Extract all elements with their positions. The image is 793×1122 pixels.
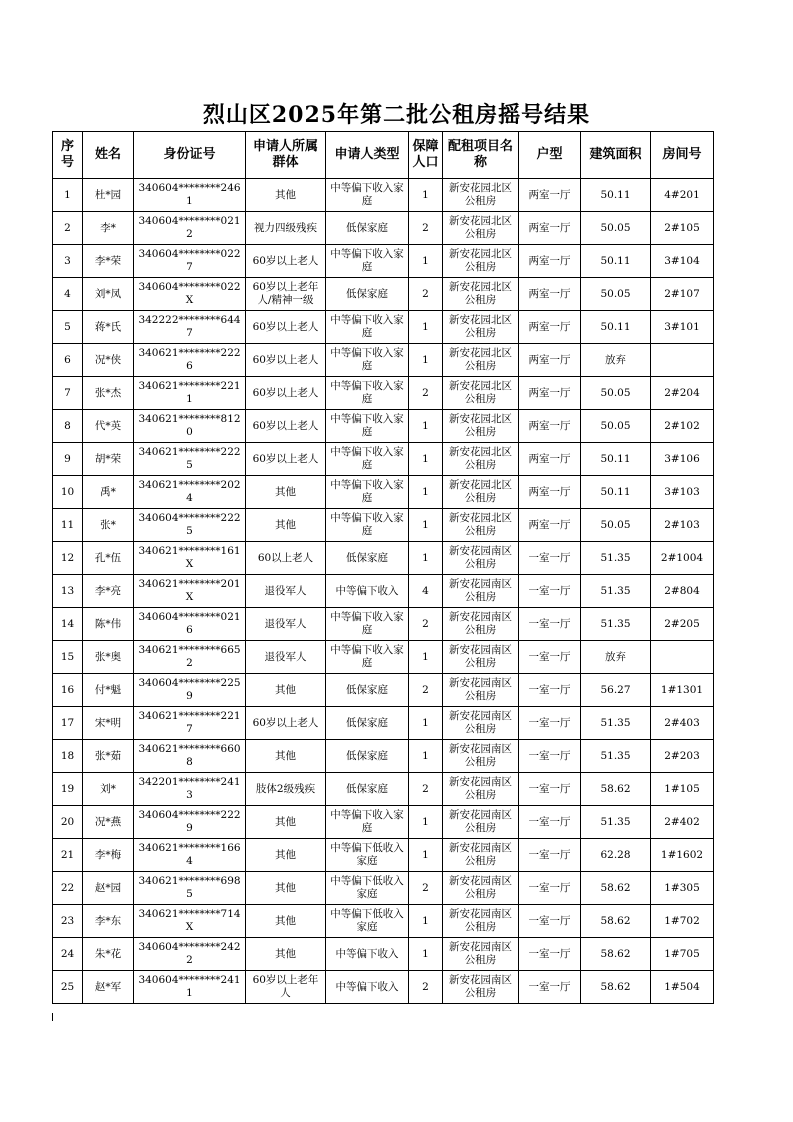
cell-population: 2	[409, 278, 443, 311]
cell-type: 中等偏下收入家庭	[326, 410, 409, 443]
cell-layout: 一室一厅	[519, 707, 581, 740]
cell-area: 51.35	[581, 707, 651, 740]
header-layout: 户型	[519, 132, 581, 179]
cell-name: 代*英	[83, 410, 134, 443]
table-row	[53, 344, 714, 377]
cell-group: 60岁以上老人	[246, 344, 326, 377]
cell-population: 1	[409, 641, 443, 674]
cell-id: 340621********161X	[134, 542, 246, 575]
cell-name: 禹*	[83, 476, 134, 509]
cell-room: 1#504	[651, 971, 714, 1004]
cell-area: 58.62	[581, 938, 651, 971]
cell-type: 低保家庭	[326, 278, 409, 311]
cell-project: 新安花园南区公租房	[443, 971, 519, 1004]
table-row	[53, 707, 714, 740]
cell-area: 62.28	[581, 839, 651, 872]
cell-project: 新安花园南区公租房	[443, 806, 519, 839]
table-edge	[52, 1013, 53, 1021]
cell-id: 340604********0227	[134, 245, 246, 278]
cell-id: 340604********0212	[134, 212, 246, 245]
cell-room: 3#103	[651, 476, 714, 509]
cell-project: 新安花园南区公租房	[443, 872, 519, 905]
cell-name: 宋*明	[83, 707, 134, 740]
cell-group: 其他	[246, 740, 326, 773]
cell-seq: 20	[53, 806, 83, 839]
cell-seq: 2	[53, 212, 83, 245]
cell-seq: 11	[53, 509, 83, 542]
cell-population: 1	[409, 839, 443, 872]
cell-type: 低保家庭	[326, 212, 409, 245]
header-project: 配租项目名称	[443, 132, 519, 179]
cell-type: 中等偏下收入家庭	[326, 377, 409, 410]
cell-project: 新安花园南区公租房	[443, 575, 519, 608]
cell-project: 新安花园南区公租房	[443, 641, 519, 674]
cell-seq: 25	[53, 971, 83, 1004]
cell-area: 50.11	[581, 443, 651, 476]
cell-area: 51.35	[581, 740, 651, 773]
cell-layout: 一室一厅	[519, 608, 581, 641]
cell-population: 2	[409, 377, 443, 410]
table-row	[53, 179, 714, 212]
table-row	[53, 905, 714, 938]
cell-seq: 4	[53, 278, 83, 311]
cell-group: 60岁以上老人	[246, 707, 326, 740]
cell-population: 1	[409, 938, 443, 971]
table-row	[53, 971, 714, 1004]
cell-id: 340621********2225	[134, 443, 246, 476]
cell-project: 新安花园南区公租房	[443, 773, 519, 806]
table-row	[53, 311, 714, 344]
cell-type: 中等偏下收入家庭	[326, 311, 409, 344]
cell-layout: 一室一厅	[519, 575, 581, 608]
table-row	[53, 575, 714, 608]
cell-id: 340604********0216	[134, 608, 246, 641]
cell-layout: 两室一厅	[519, 311, 581, 344]
cell-room: 1#705	[651, 938, 714, 971]
cell-area: 51.35	[581, 542, 651, 575]
cell-seq: 5	[53, 311, 83, 344]
cell-type: 低保家庭	[326, 674, 409, 707]
cell-id: 340621********6985	[134, 872, 246, 905]
cell-id: 340604********2411	[134, 971, 246, 1004]
header-seq: 序号	[53, 132, 83, 179]
cell-area: 50.11	[581, 476, 651, 509]
table-row	[53, 377, 714, 410]
cell-name: 赵*园	[83, 872, 134, 905]
cell-project: 新安花园北区公租房	[443, 212, 519, 245]
cell-project: 新安花园南区公租房	[443, 905, 519, 938]
cell-layout: 两室一厅	[519, 410, 581, 443]
cell-project: 新安花园北区公租房	[443, 344, 519, 377]
cell-seq: 7	[53, 377, 83, 410]
cell-name: 李*亮	[83, 575, 134, 608]
cell-area: 50.05	[581, 509, 651, 542]
cell-layout: 两室一厅	[519, 509, 581, 542]
cell-project: 新安花园南区公租房	[443, 608, 519, 641]
cell-group: 其他	[246, 806, 326, 839]
cell-id: 340621********6652	[134, 641, 246, 674]
cell-population: 1	[409, 179, 443, 212]
cell-room: 2#205	[651, 608, 714, 641]
cell-area: 50.05	[581, 212, 651, 245]
cell-group: 60岁以上老人	[246, 311, 326, 344]
cell-name: 赵*军	[83, 971, 134, 1004]
cell-name: 陈*伟	[83, 608, 134, 641]
cell-area: 50.05	[581, 410, 651, 443]
cell-type: 中等偏下收入	[326, 575, 409, 608]
cell-area: 50.05	[581, 377, 651, 410]
cell-room: 1#105	[651, 773, 714, 806]
cell-id: 340621********2217	[134, 707, 246, 740]
header-area: 建筑面积	[581, 132, 651, 179]
cell-area: 50.11	[581, 179, 651, 212]
cell-population: 1	[409, 509, 443, 542]
cell-name: 况*侠	[83, 344, 134, 377]
cell-group: 其他	[246, 938, 326, 971]
cell-room: 1#1301	[651, 674, 714, 707]
cell-id: 340604********2225	[134, 509, 246, 542]
cell-group: 肢体2级残疾	[246, 773, 326, 806]
cell-id: 340621********2211	[134, 377, 246, 410]
cell-layout: 一室一厅	[519, 674, 581, 707]
table-row	[53, 839, 714, 872]
cell-seq: 22	[53, 872, 83, 905]
cell-population: 1	[409, 542, 443, 575]
cell-id: 342222********6447	[134, 311, 246, 344]
cell-room: 2#107	[651, 278, 714, 311]
cell-population: 1	[409, 344, 443, 377]
cell-room: 1#1602	[651, 839, 714, 872]
cell-type: 中等偏下低收入家庭	[326, 872, 409, 905]
cell-layout: 两室一厅	[519, 476, 581, 509]
cell-name: 李*东	[83, 905, 134, 938]
cell-group: 视力四级残疾	[246, 212, 326, 245]
cell-group: 其他	[246, 674, 326, 707]
cell-layout: 两室一厅	[519, 179, 581, 212]
cell-type: 中等偏下收入家庭	[326, 245, 409, 278]
cell-id: 340621********201X	[134, 575, 246, 608]
cell-area: 58.62	[581, 905, 651, 938]
table-row	[53, 410, 714, 443]
cell-id: 340621********2024	[134, 476, 246, 509]
header-id: 身份证号	[134, 132, 246, 179]
cell-id: 340621********2226	[134, 344, 246, 377]
cell-project: 新安花园北区公租房	[443, 410, 519, 443]
cell-area: 51.35	[581, 608, 651, 641]
cell-room: 4#201	[651, 179, 714, 212]
cell-project: 新安花园南区公租房	[443, 839, 519, 872]
cell-project: 新安花园北区公租房	[443, 278, 519, 311]
cell-room: 1#305	[651, 872, 714, 905]
cell-population: 1	[409, 476, 443, 509]
cell-project: 新安花园北区公租房	[443, 377, 519, 410]
cell-project: 新安花园北区公租房	[443, 179, 519, 212]
cell-population: 2	[409, 971, 443, 1004]
table-header-row	[53, 132, 714, 179]
cell-name: 李*	[83, 212, 134, 245]
header-population: 保障人口	[409, 132, 443, 179]
cell-group: 60岁以上老人	[246, 443, 326, 476]
cell-area: 51.35	[581, 806, 651, 839]
cell-seq: 16	[53, 674, 83, 707]
cell-area: 56.27	[581, 674, 651, 707]
cell-type: 中等偏下收入家庭	[326, 476, 409, 509]
header-type: 申请人类型	[326, 132, 409, 179]
cell-room: 2#102	[651, 410, 714, 443]
cell-group: 60岁以上老年人/精神一级	[246, 278, 326, 311]
table-row	[53, 542, 714, 575]
cell-population: 1	[409, 311, 443, 344]
cell-layout: 两室一厅	[519, 212, 581, 245]
cell-layout: 两室一厅	[519, 344, 581, 377]
table-row	[53, 740, 714, 773]
cell-area: 放弃	[581, 344, 651, 377]
cell-type: 低保家庭	[326, 740, 409, 773]
cell-project: 新安花园北区公租房	[443, 245, 519, 278]
cell-layout: 一室一厅	[519, 641, 581, 674]
cell-name: 刘*凤	[83, 278, 134, 311]
cell-project: 新安花园北区公租房	[443, 476, 519, 509]
cell-seq: 3	[53, 245, 83, 278]
cell-room: 1#702	[651, 905, 714, 938]
cell-population: 1	[409, 905, 443, 938]
cell-layout: 一室一厅	[519, 806, 581, 839]
cell-room: 2#403	[651, 707, 714, 740]
cell-room: 2#105	[651, 212, 714, 245]
page-title: 烈山区2025年第二批公租房摇号结果	[202, 102, 591, 128]
cell-room: 2#204	[651, 377, 714, 410]
cell-name: 张*杰	[83, 377, 134, 410]
cell-seq: 9	[53, 443, 83, 476]
cell-project: 新安花园北区公租房	[443, 311, 519, 344]
cell-name: 朱*花	[83, 938, 134, 971]
cell-room: 2#804	[651, 575, 714, 608]
cell-id: 340604********2259	[134, 674, 246, 707]
cell-area: 放弃	[581, 641, 651, 674]
table-row	[53, 443, 714, 476]
cell-room: 3#106	[651, 443, 714, 476]
cell-area: 58.62	[581, 971, 651, 1004]
cell-name: 张*奥	[83, 641, 134, 674]
cell-room: 2#103	[651, 509, 714, 542]
cell-type: 中等偏下低收入家庭	[326, 839, 409, 872]
cell-group: 其他	[246, 509, 326, 542]
header-name: 姓名	[83, 132, 134, 179]
cell-layout: 两室一厅	[519, 245, 581, 278]
cell-layout: 一室一厅	[519, 773, 581, 806]
cell-group: 其他	[246, 905, 326, 938]
cell-project: 新安花园北区公租房	[443, 443, 519, 476]
cell-seq: 18	[53, 740, 83, 773]
cell-name: 刘*	[83, 773, 134, 806]
cell-layout: 一室一厅	[519, 872, 581, 905]
cell-type: 中等偏下收入家庭	[326, 344, 409, 377]
cell-type: 低保家庭	[326, 707, 409, 740]
cell-id: 342201********2413	[134, 773, 246, 806]
cell-group: 60岁以上老人	[246, 245, 326, 278]
cell-group: 60岁以上老年人	[246, 971, 326, 1004]
cell-type: 中等偏下收入家庭	[326, 806, 409, 839]
cell-room: 3#104	[651, 245, 714, 278]
cell-project: 新安花园南区公租房	[443, 674, 519, 707]
cell-layout: 一室一厅	[519, 905, 581, 938]
cell-room: 2#1004	[651, 542, 714, 575]
table-row	[53, 938, 714, 971]
cell-room: 2#402	[651, 806, 714, 839]
cell-name: 张*	[83, 509, 134, 542]
cell-project: 新安花园南区公租房	[443, 542, 519, 575]
table-row	[53, 806, 714, 839]
cell-group: 退役军人	[246, 641, 326, 674]
cell-id: 340604********2229	[134, 806, 246, 839]
cell-type: 中等偏下收入家庭	[326, 443, 409, 476]
cell-layout: 两室一厅	[519, 443, 581, 476]
table-row	[53, 773, 714, 806]
cell-seq: 24	[53, 938, 83, 971]
cell-seq: 1	[53, 179, 83, 212]
cell-area: 58.62	[581, 773, 651, 806]
cell-seq: 23	[53, 905, 83, 938]
cell-layout: 一室一厅	[519, 971, 581, 1004]
cell-type: 中等偏下收入	[326, 971, 409, 1004]
cell-population: 2	[409, 674, 443, 707]
cell-room: 2#203	[651, 740, 714, 773]
cell-population: 2	[409, 872, 443, 905]
cell-population: 1	[409, 806, 443, 839]
cell-seq: 12	[53, 542, 83, 575]
table-row	[53, 674, 714, 707]
cell-layout: 两室一厅	[519, 377, 581, 410]
table-row	[53, 212, 714, 245]
cell-project: 新安花园北区公租房	[443, 509, 519, 542]
cell-population: 2	[409, 773, 443, 806]
cell-project: 新安花园南区公租房	[443, 938, 519, 971]
cell-type: 低保家庭	[326, 542, 409, 575]
cell-name: 杜*园	[83, 179, 134, 212]
cell-population: 1	[409, 410, 443, 443]
cell-seq: 14	[53, 608, 83, 641]
cell-room: 3#101	[651, 311, 714, 344]
cell-id: 340604********2422	[134, 938, 246, 971]
cell-project: 新安花园南区公租房	[443, 740, 519, 773]
cell-group: 其他	[246, 179, 326, 212]
cell-id: 340621********1664	[134, 839, 246, 872]
cell-layout: 一室一厅	[519, 740, 581, 773]
cell-seq: 17	[53, 707, 83, 740]
cell-layout: 一室一厅	[519, 839, 581, 872]
cell-layout: 一室一厅	[519, 542, 581, 575]
table-row	[53, 641, 714, 674]
cell-population: 2	[409, 212, 443, 245]
results-table	[52, 131, 714, 1004]
cell-population: 1	[409, 245, 443, 278]
cell-seq: 13	[53, 575, 83, 608]
cell-seq: 15	[53, 641, 83, 674]
cell-project: 新安花园南区公租房	[443, 707, 519, 740]
cell-type: 中等偏下收入	[326, 938, 409, 971]
cell-area: 50.11	[581, 311, 651, 344]
cell-name: 付*魁	[83, 674, 134, 707]
cell-type: 中等偏下低收入家庭	[326, 905, 409, 938]
cell-id: 340621********6608	[134, 740, 246, 773]
cell-group: 60以上老人	[246, 542, 326, 575]
cell-type: 中等偏下收入家庭	[326, 641, 409, 674]
table-row	[53, 278, 714, 311]
cell-seq: 19	[53, 773, 83, 806]
cell-population: 1	[409, 707, 443, 740]
table-row	[53, 872, 714, 905]
cell-population: 4	[409, 575, 443, 608]
cell-group: 60岁以上老人	[246, 410, 326, 443]
cell-type: 低保家庭	[326, 773, 409, 806]
cell-layout: 两室一厅	[519, 278, 581, 311]
cell-seq: 21	[53, 839, 83, 872]
header-group: 申请人所属群体	[246, 132, 326, 179]
cell-group: 其他	[246, 476, 326, 509]
cell-room	[651, 344, 714, 377]
table-row	[53, 608, 714, 641]
cell-name: 蒋*氏	[83, 311, 134, 344]
cell-type: 中等偏下收入家庭	[326, 509, 409, 542]
cell-name: 张*茹	[83, 740, 134, 773]
cell-seq: 10	[53, 476, 83, 509]
cell-type: 中等偏下收入家庭	[326, 608, 409, 641]
cell-layout: 一室一厅	[519, 938, 581, 971]
table-row	[53, 476, 714, 509]
cell-group: 退役军人	[246, 575, 326, 608]
cell-id: 340621********8120	[134, 410, 246, 443]
cell-group: 60岁以上老人	[246, 377, 326, 410]
header-room: 房间号	[651, 132, 714, 179]
cell-population: 2	[409, 608, 443, 641]
cell-group: 其他	[246, 839, 326, 872]
cell-name: 李*梅	[83, 839, 134, 872]
cell-room	[651, 641, 714, 674]
cell-group: 退役军人	[246, 608, 326, 641]
cell-id: 340604********022X	[134, 278, 246, 311]
cell-group: 其他	[246, 872, 326, 905]
cell-area: 58.62	[581, 872, 651, 905]
table-row	[53, 245, 714, 278]
cell-area: 50.11	[581, 245, 651, 278]
cell-id: 340621********714X	[134, 905, 246, 938]
cell-seq: 8	[53, 410, 83, 443]
cell-population: 1	[409, 740, 443, 773]
cell-type: 中等偏下收入家庭	[326, 179, 409, 212]
cell-population: 1	[409, 443, 443, 476]
cell-area: 51.35	[581, 575, 651, 608]
cell-area: 50.05	[581, 278, 651, 311]
cell-seq: 6	[53, 344, 83, 377]
cell-name: 孔*伍	[83, 542, 134, 575]
cell-name: 况*燕	[83, 806, 134, 839]
table-row	[53, 509, 714, 542]
cell-name: 李*荣	[83, 245, 134, 278]
cell-name: 胡*荣	[83, 443, 134, 476]
cell-id: 340604********2461	[134, 179, 246, 212]
